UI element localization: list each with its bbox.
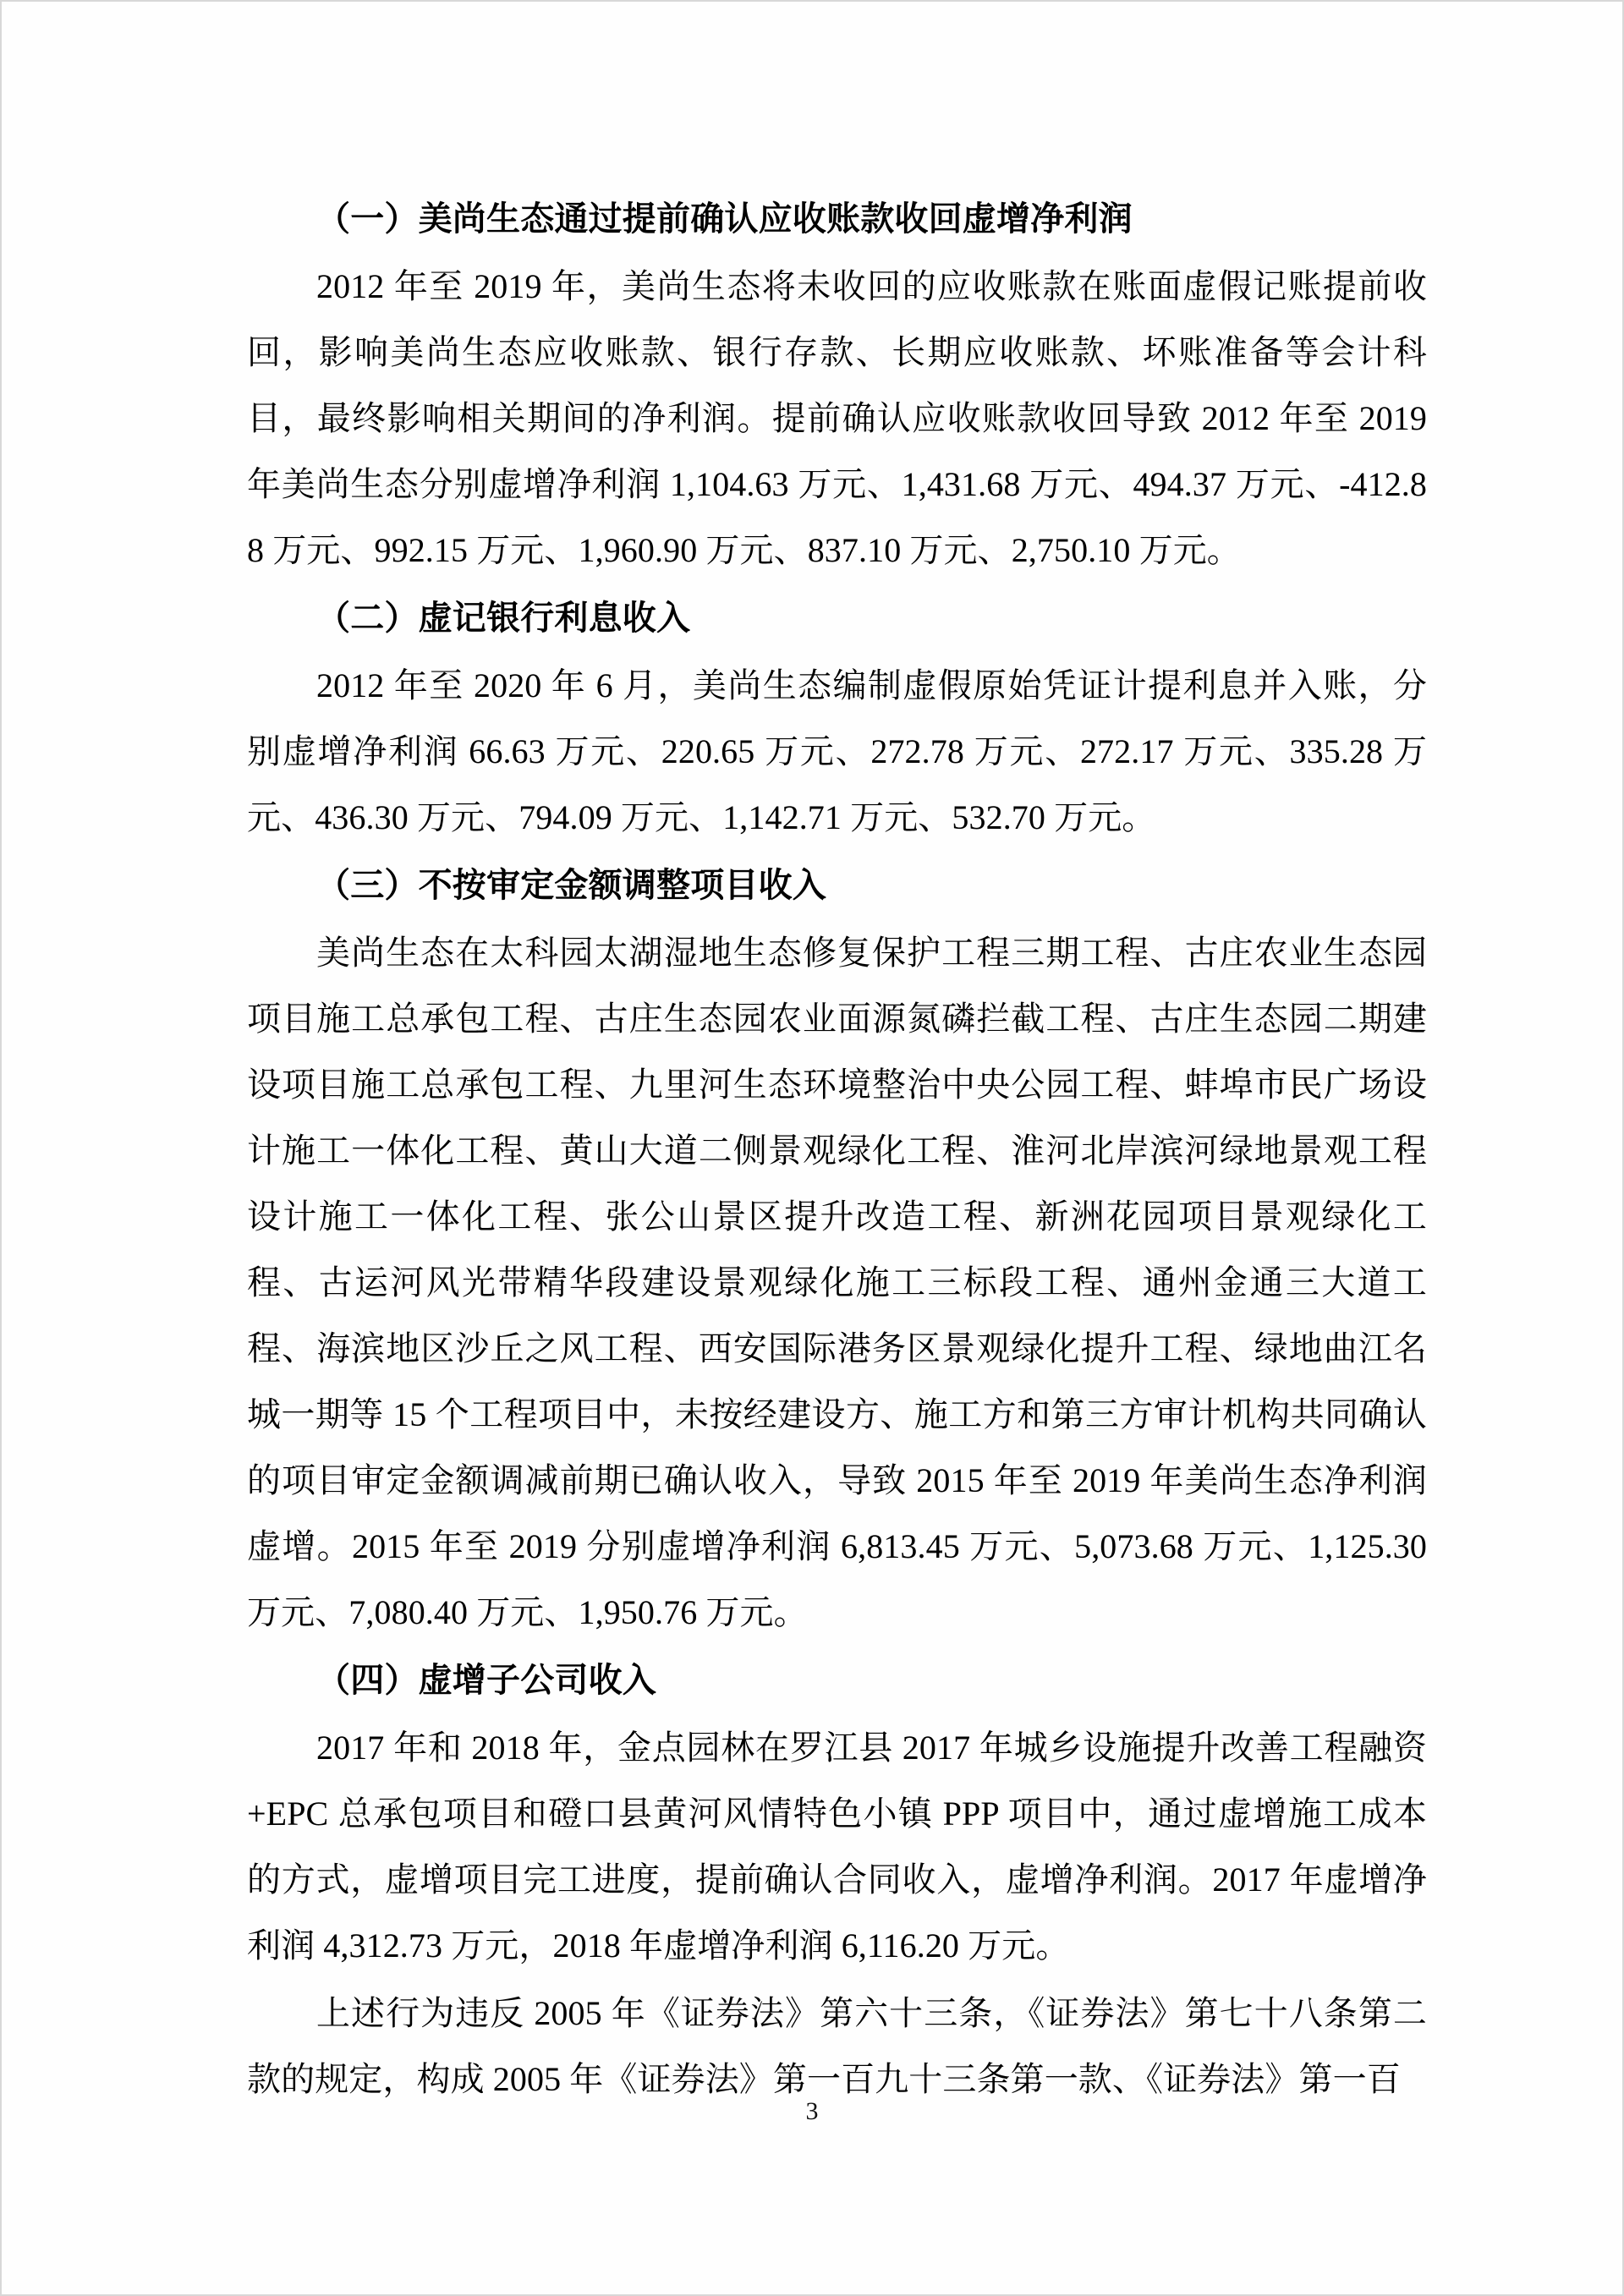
closing-paragraph: 上述行为违反 2005 年《证券法》第六十三条，《证券法》第七十八条第二款的规定，构成 2005 年《证券法》第一百九十三条第一款、《证券法》第一百: [247, 1994, 1427, 2098]
section-heading-1: （一）美尚生态通过提前确认应收账款收回虚增净利润: [316, 200, 1133, 238]
section-heading-4: （四）虚增子公司收入: [316, 1661, 656, 1699]
section-2-paragraph-1: 2012 年至 2020 年 6 月，美尚生态编制虚假原始凭证计提利息并入账，分别虚增净利润 66.63 万元、220.65 万元、272.78 万元、272.17 万元、335.28 万元、436.30 万元、794.09 万元、1,142.71 万元、532.70 万元。: [247, 666, 1427, 836]
page-content-area: [247, 186, 1436, 2114]
section-3-paragraph-1: 美尚生态在太科园太湖湿地生态修复保护工程三期工程、古庄农业生态园项目施工总承包工程、古庄生态园农业面源氮磷拦截工程、古庄生态园二期建设项目施工总承包工程、九里河生态环境整治中央公园工程、蚌埠市民广场设计施工一体化工程、黄山大道二侧景观绿化工程、淮河北岸滨河绿地景观工程设计施工一体化工程、张公山景区提升改造工程、新洲花园项目景观绿化工程、古运河风光带精华段建设景观绿化施工三标段工程、通州金通三大道工程、海滨地区沙丘之风工程、西安国际港务区景观绿化提升工程、绿地曲江名城一期等 15 个工程项目中，未按经建设方、施工方和第三方审计机构共同确认的项目审定金额调减前期已确认收入，导致 2015 年至 2019 年美尚生态净利润虚增。2015 年至 2019 分别虚增净利润 6,813.45 万元、5,073.68 万元、1,125.30 万元、7,080.40 万元、1,950.76 万元。: [247, 934, 1436, 1631]
section-heading-3: （三）不按审定金额调整项目收入: [316, 866, 826, 904]
section-heading-2: （二）虚记银行利息收入: [316, 599, 691, 637]
page-footer: [2, 2095, 1622, 2129]
section-4-paragraph-1: 2017 年和 2018 年，金点园林在罗江县 2017 年城乡设施提升改善工程融资+EPC 总承包项目和磴口县黄河风情特色小镇 PPP 项目中，通过虚增施工成本的方式，虚增项目完工进度，提前确认合同收入，虚增净利润。2017 年虚增净利润 4,312.73 万元，2018 年虚增净利润 6,116.20 万元。: [247, 1729, 1427, 1964]
section-1-paragraph-1: 2012 年至 2019 年，美尚生态将未收回的应收账款在账面虚假记账提前收回，影响美尚生态应收账款、银行存款、长期应收账款、坏账准备等会计科目，最终影响相关期间的净利润。提前确认应收账款收回导致 2012 年至 2019 年美尚生态分别虚增净利润 1,104.63 万元、1,431.68 万元、494.37 万元、-412.88 万元、992.15 万元、1,960.90 万元、837.10 万元、2,750.10 万元。: [247, 267, 1436, 569]
page-number: 3: [805, 2097, 819, 2125]
